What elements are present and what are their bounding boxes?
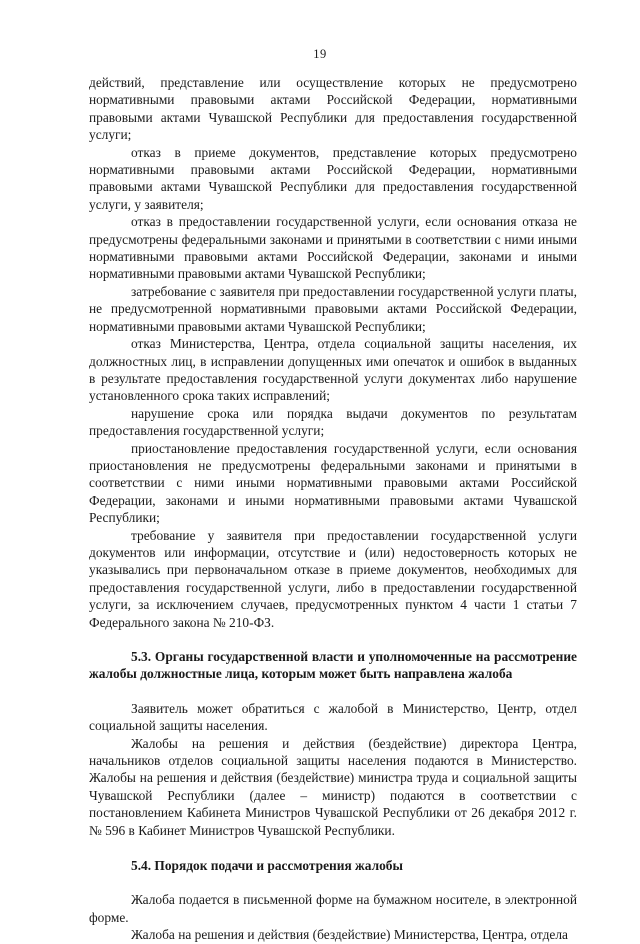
spacer [89, 839, 577, 857]
list-item: затребование с заявителя при предоставлении государственной услуги платы, не предусмотренной нормативными правовыми актами Российской Федерации, нормативными правовыми актами Чувашской Республики; [89, 283, 577, 334]
list-item: отказ в предоставлении государственной услуги, если основания отказа не предусмотрены федеральными законами и принятыми в соответствии с ними иными нормативными правовыми актами Российской Федерации, законами и иными нормативными правовыми актами Чувашской Республики; [89, 214, 577, 282]
paragraph-continuation: действий, представление или осуществление которых не предусмотрено нормативными правовыми актами Российской Федерации, нормативными правовыми актами Чувашской Республики для предоставления государственной услуги; [89, 75, 577, 143]
spacer [89, 874, 577, 891]
document-body [89, 74, 577, 944]
spacer [89, 631, 577, 648]
page-number: 19 [313, 47, 327, 61]
list-item: отказ Министерства, Центра, отдела социальной защиты населения, их должностных лиц, в исправлении допущенных ими опечаток и ошибок в выданных в результате предоставления государственной услуги документах либо нарушение установленного срока таких исправлений; [89, 336, 577, 404]
paragraph: Заявитель может обратиться с жалобой в Министерство, Центр, отдел социальной защиты населения. [89, 700, 577, 734]
list-item: нарушение срока или порядка выдачи документов по результатам предоставления государственной услуги; [89, 405, 577, 439]
paragraph: Жалоба подается в письменной форме на бумажном носителе, в электронной форме. [89, 892, 577, 925]
list-item: приостановление предоставления государственной услуги, если основания приостановления не предусмотрены федеральными законами и принятыми в соответствии с ними иными нормативными правовыми актами Российской Федерации, законами и иными нормативными правовыми актами Чувашской Республики; [89, 440, 577, 526]
section-heading-5-3: 5.3. Органы государственной власти и уполномоченные на рассмотрение жалобы должностные лица, которым может быть направлена жалоба [89, 649, 577, 682]
list-item: отказ в приеме документов, представление которых предусмотрено нормативными правовыми актами Российской Федерации, нормативными правовыми актами Чувашской Республики для предоставления государственной услуги, у заявителя; [89, 144, 577, 212]
paragraph: Жалоба на решения и действия (бездействие) Министерства, Центра, отдела [131, 927, 568, 943]
section-heading-5-4: 5.4. Порядок подачи и рассмотрения жалобы [131, 858, 403, 874]
list-item: требование у заявителя при предоставлении государственной услуги документов или информации, отсутствие и (или) недостоверность которых не указывались при первоначальном отказе в приеме документов, необходимых для предоставления государственной услуги, либо в предоставлении государственной услуги, за исключением случаев, предусмотренных пунктом 4 части 1 статьи 7 Федерального закона № 210-ФЗ. [89, 527, 577, 630]
paragraph: Жалобы на решения и действия (бездействие) директора Центра, начальников отделов социальной защиты населения подаются в Министерство. Жалобы на решения и действия (бездействие) министра труда и социальной защиты Чувашской Республики (далее – министр) подаются в соответствии с постановлением Кабинета Министров Чувашской Республики от 26 декабря 2012 г. № 596 в Кабинет Министров Чувашской Республики. [89, 735, 577, 838]
spacer [89, 683, 577, 700]
